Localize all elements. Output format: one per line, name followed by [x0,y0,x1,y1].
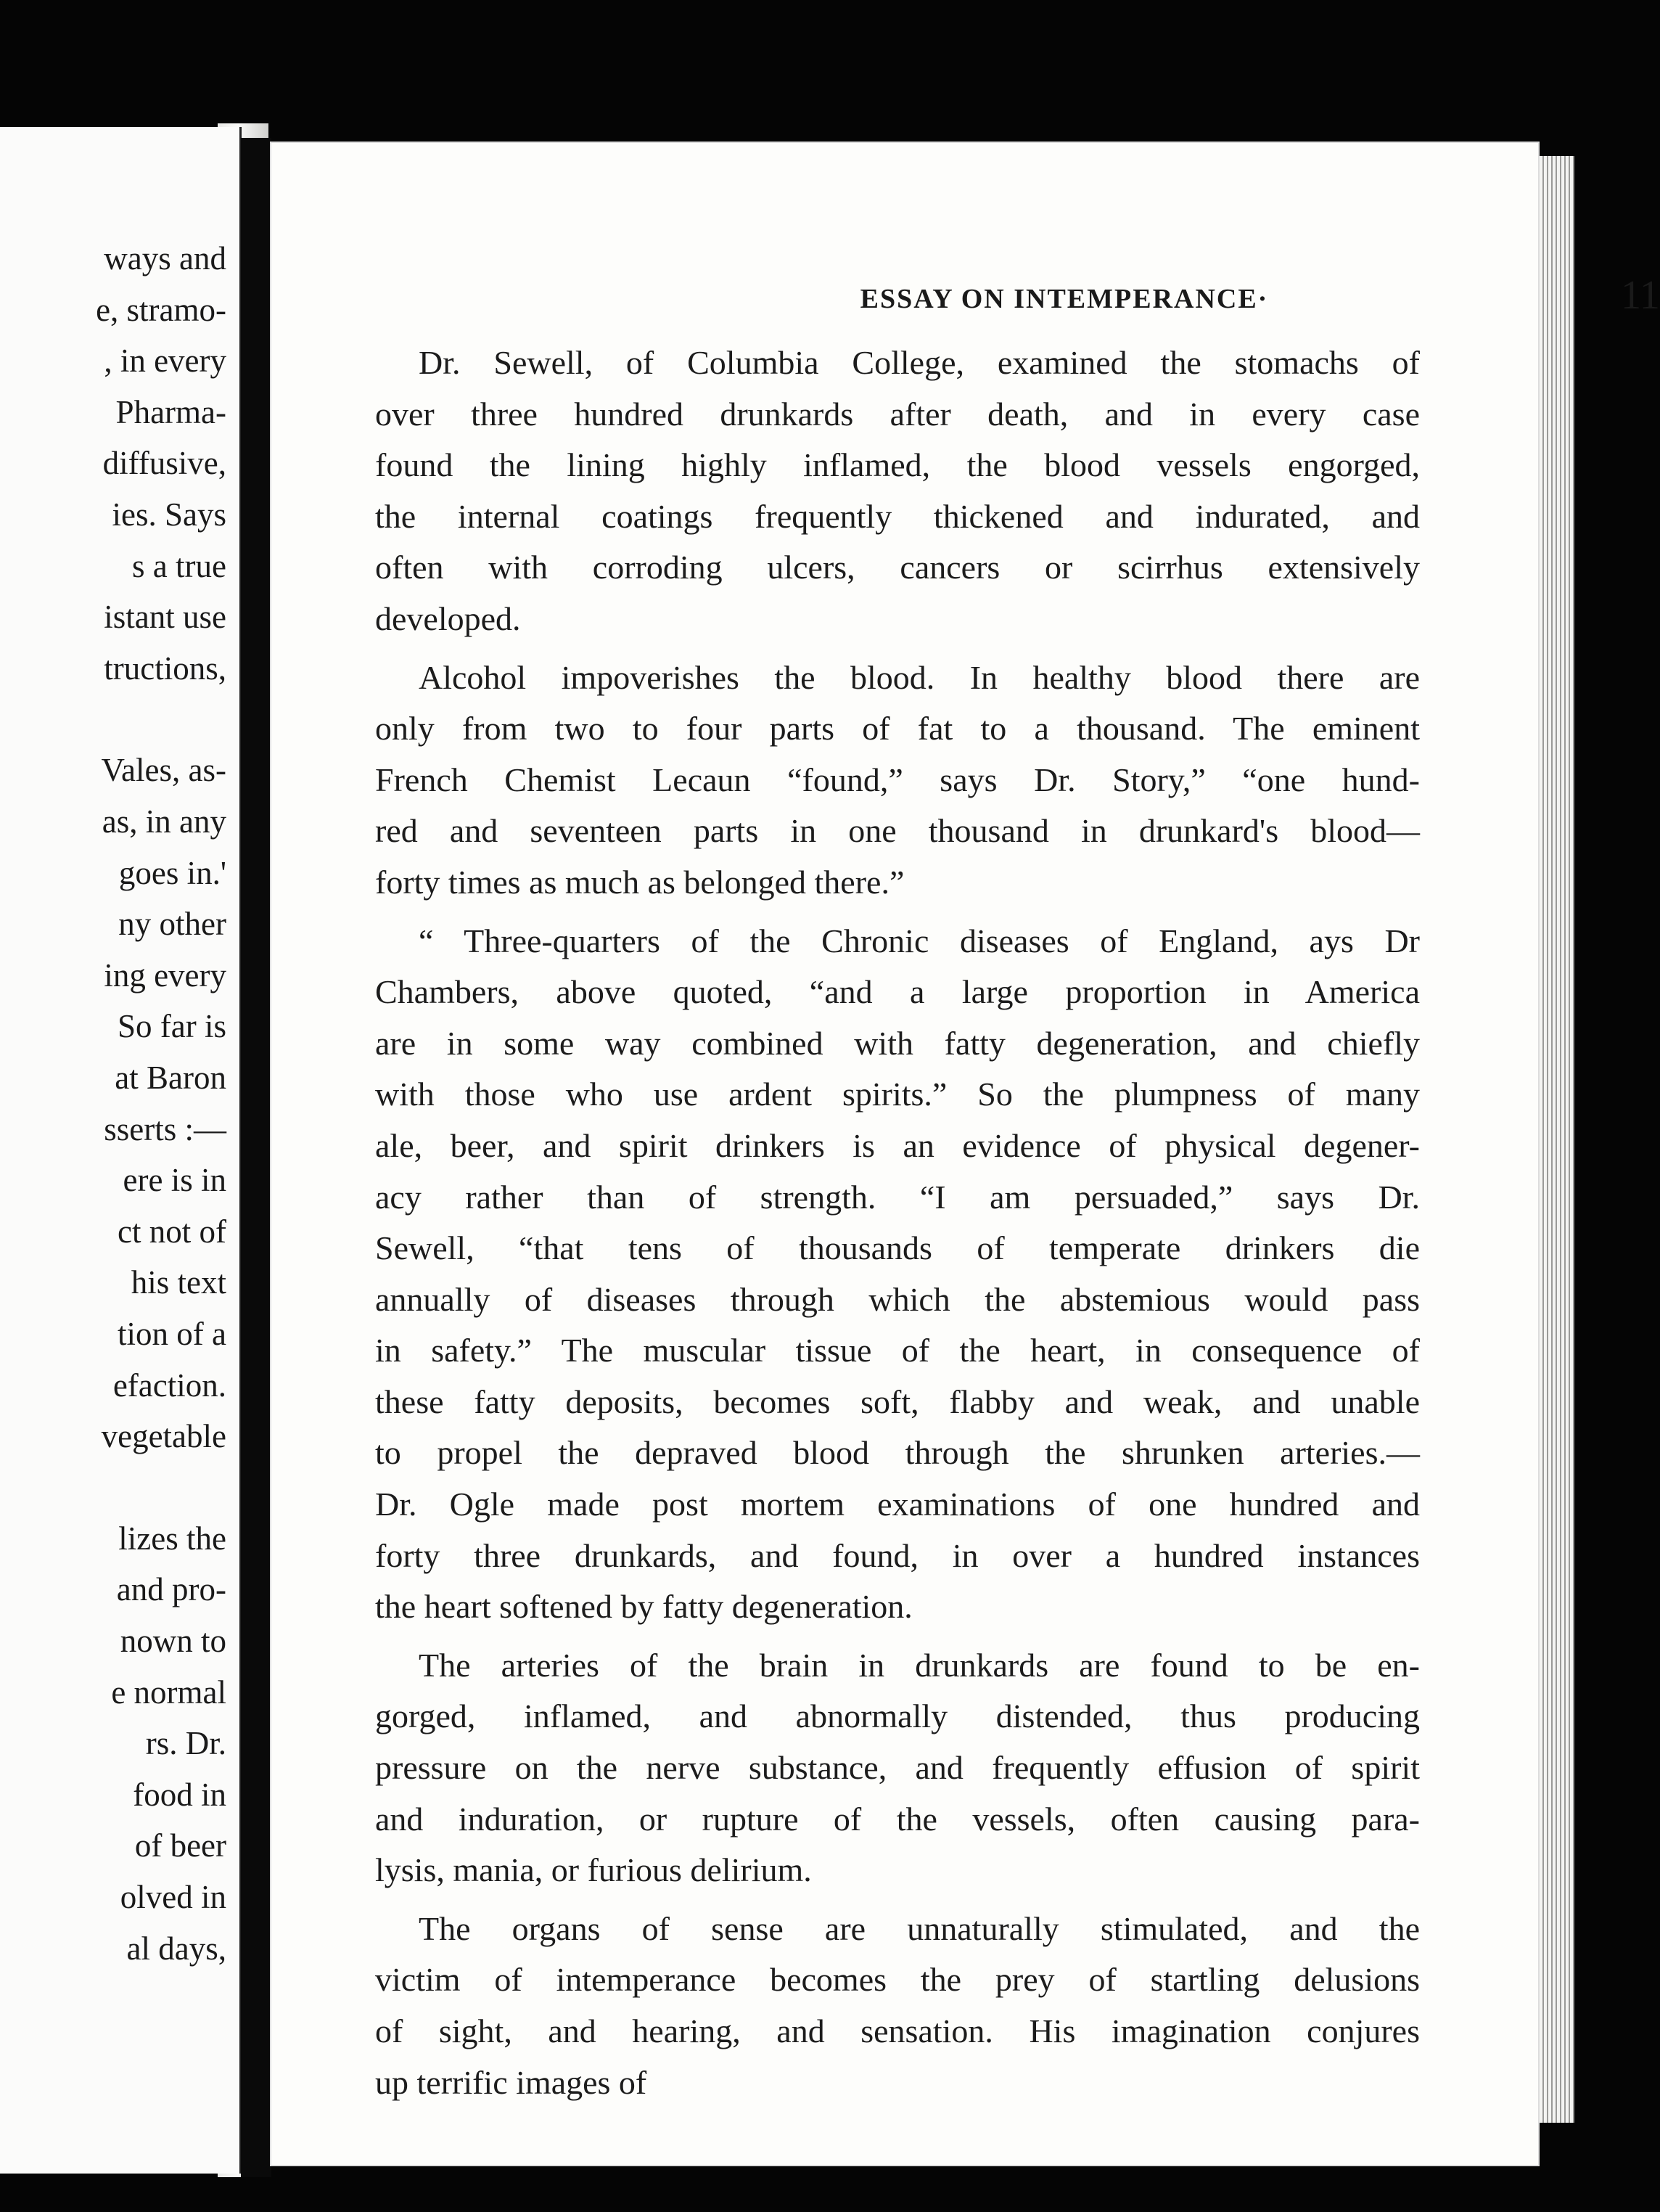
left-page [0,127,242,2174]
text-line: of sight, and hearing, and sensation. His imagination conjures [375,2012,1420,2049]
left-page-line: and pro- [116,1571,226,1608]
left-page-line: nown to [120,1623,226,1659]
text-line: pressure on the nerve substance, and frequently effusion of spirit [375,1749,1420,1787]
text-line: are in some way combined with fatty degeneration, and chiefly [375,1024,1420,1062]
paragraph-gap [375,1633,1420,1640]
left-page-line: ies. Says [112,496,226,533]
text-line: with those who use ardent spirits.” So the plumpness of many [375,1076,1420,1113]
left-page-line: tion of a [118,1316,226,1352]
left-page-line: ing every [104,957,226,994]
paragraph [375,337,1420,645]
left-page-line: al days, [126,1930,226,1967]
left-page-line: rs. Dr. [145,1725,226,1762]
text-line: forty three drunkards, and found, in over a hundred instances [375,1536,1420,1574]
left-page-line: ny other [118,906,226,943]
left-page-line: ere is in [123,1162,226,1199]
left-page-line: his text [131,1264,226,1301]
left-page-line: of beer [134,1827,226,1864]
text-line: to propel the depraved blood through the shrunken arteries.— [375,1434,1420,1472]
text-line: in safety.” The muscular tissue of the heart, in consequence of [375,1332,1420,1369]
left-page-line: sserts :— [104,1110,226,1147]
paragraph [375,1904,1420,2108]
text-line: Sewell, “that tens of thousands of temperate drinkers die [375,1229,1420,1267]
text-line: over three hundred drunkards after death, and in every case [375,395,1420,433]
paragraph-gap [375,909,1420,916]
left-page-line: goes in.' [118,854,226,891]
left-page-line: vegetable [101,1418,226,1455]
running-head: ESSAY ON INTEMPERANCE· [860,284,1269,314]
text-line: victim of intemperance becomes the prey of startling delusions [375,1961,1420,1999]
text-line: only from two to four parts of fat to a thousand. The eminent [375,710,1420,747]
text-line: Dr. Sewell, of Columbia College, examined the stomachs of [419,344,1420,381]
page-edges [1540,156,1574,2123]
left-page-line: lizes the [118,1520,226,1557]
text-line: developed. [375,599,521,637]
left-page-line: food in [133,1776,226,1813]
text-line: up terrific images of [375,2063,647,2101]
text-line: acy rather than of strength. “I am persuaded,” says Dr. [375,1178,1420,1216]
text-line: “ Three-quarters of the Chronic diseases of England, ays Dr [419,922,1420,959]
text-line: Dr. Ogle made post mortem examinations of one hundred and [375,1486,1420,1523]
text-line: found the lining highly inflamed, the blood vessels engorged, [375,446,1420,484]
left-page-line: as, in any [102,803,226,840]
text-line: lysis, mania, or furious delirium. [375,1851,812,1889]
left-page-line: s a true [132,547,226,584]
book-spine-shadow [241,138,271,2177]
paragraph [375,916,1420,1633]
body-text [375,337,1420,2108]
left-page-line: , in every [104,343,226,380]
paragraph [375,652,1420,909]
text-line: and induration, or rupture of the vessels, often causing para- [375,1800,1420,1838]
text-line: The organs of sense are unnaturally stimulated, and the [419,1909,1420,1947]
text-line: red and seventeen parts in one thousand in drunkard's blood— [375,812,1420,850]
text-line: Chambers, above quoted, “and a large proportion in America [375,973,1420,1011]
text-line: The arteries of the brain in drunkards are found to be en- [419,1646,1420,1684]
page-number: 11 [1621,273,1660,318]
left-page-line: So far is [118,1008,226,1045]
left-page-line: ways and [104,240,226,276]
left-page-line: diffusive, [102,445,226,482]
text-line: ale, beer, and spirit drinkers is an evidence of physical degener- [375,1126,1420,1164]
left-page-line: efaction. [112,1367,226,1404]
paragraph-gap [375,645,1420,652]
text-line: forty times as much as belonged there.” [375,863,905,901]
left-page-line: at Baron [115,1060,226,1096]
left-page-line: Pharma- [115,393,226,430]
left-page-line: istant use [104,599,226,636]
left-page-line: olved in [120,1879,226,1915]
text-line: French Chemist Lecaun “found,” says Dr. Story,” “one hund- [375,761,1420,798]
text-line: annually of diseases through which the abstemious would pass [375,1280,1420,1318]
left-page-line: e normal [111,1674,226,1711]
text-line: often with corroding ulcers, cancers or scirrhus extensively [375,549,1420,586]
left-page-line: tructions, [104,650,226,687]
left-page-line: e, stramo- [96,291,226,328]
text-line: Alcohol impoverishes the blood. In healthy blood there are [419,658,1420,696]
text-line: these fatty deposits, becomes soft, flabby and weak, and unable [375,1382,1420,1420]
text-line: the internal coatings frequently thickened and indurated, and [375,497,1420,535]
paragraph-gap [375,1896,1420,1904]
text-line: the heart softened by fatty degeneration. [375,1588,913,1626]
text-line: gorged, inflamed, and abnormally distended, thus producing [375,1697,1420,1735]
left-page-line: ct not of [118,1213,226,1250]
paragraph [375,1640,1420,1896]
right-page [270,142,1660,2166]
left-page-line: Vales, as- [101,752,226,789]
